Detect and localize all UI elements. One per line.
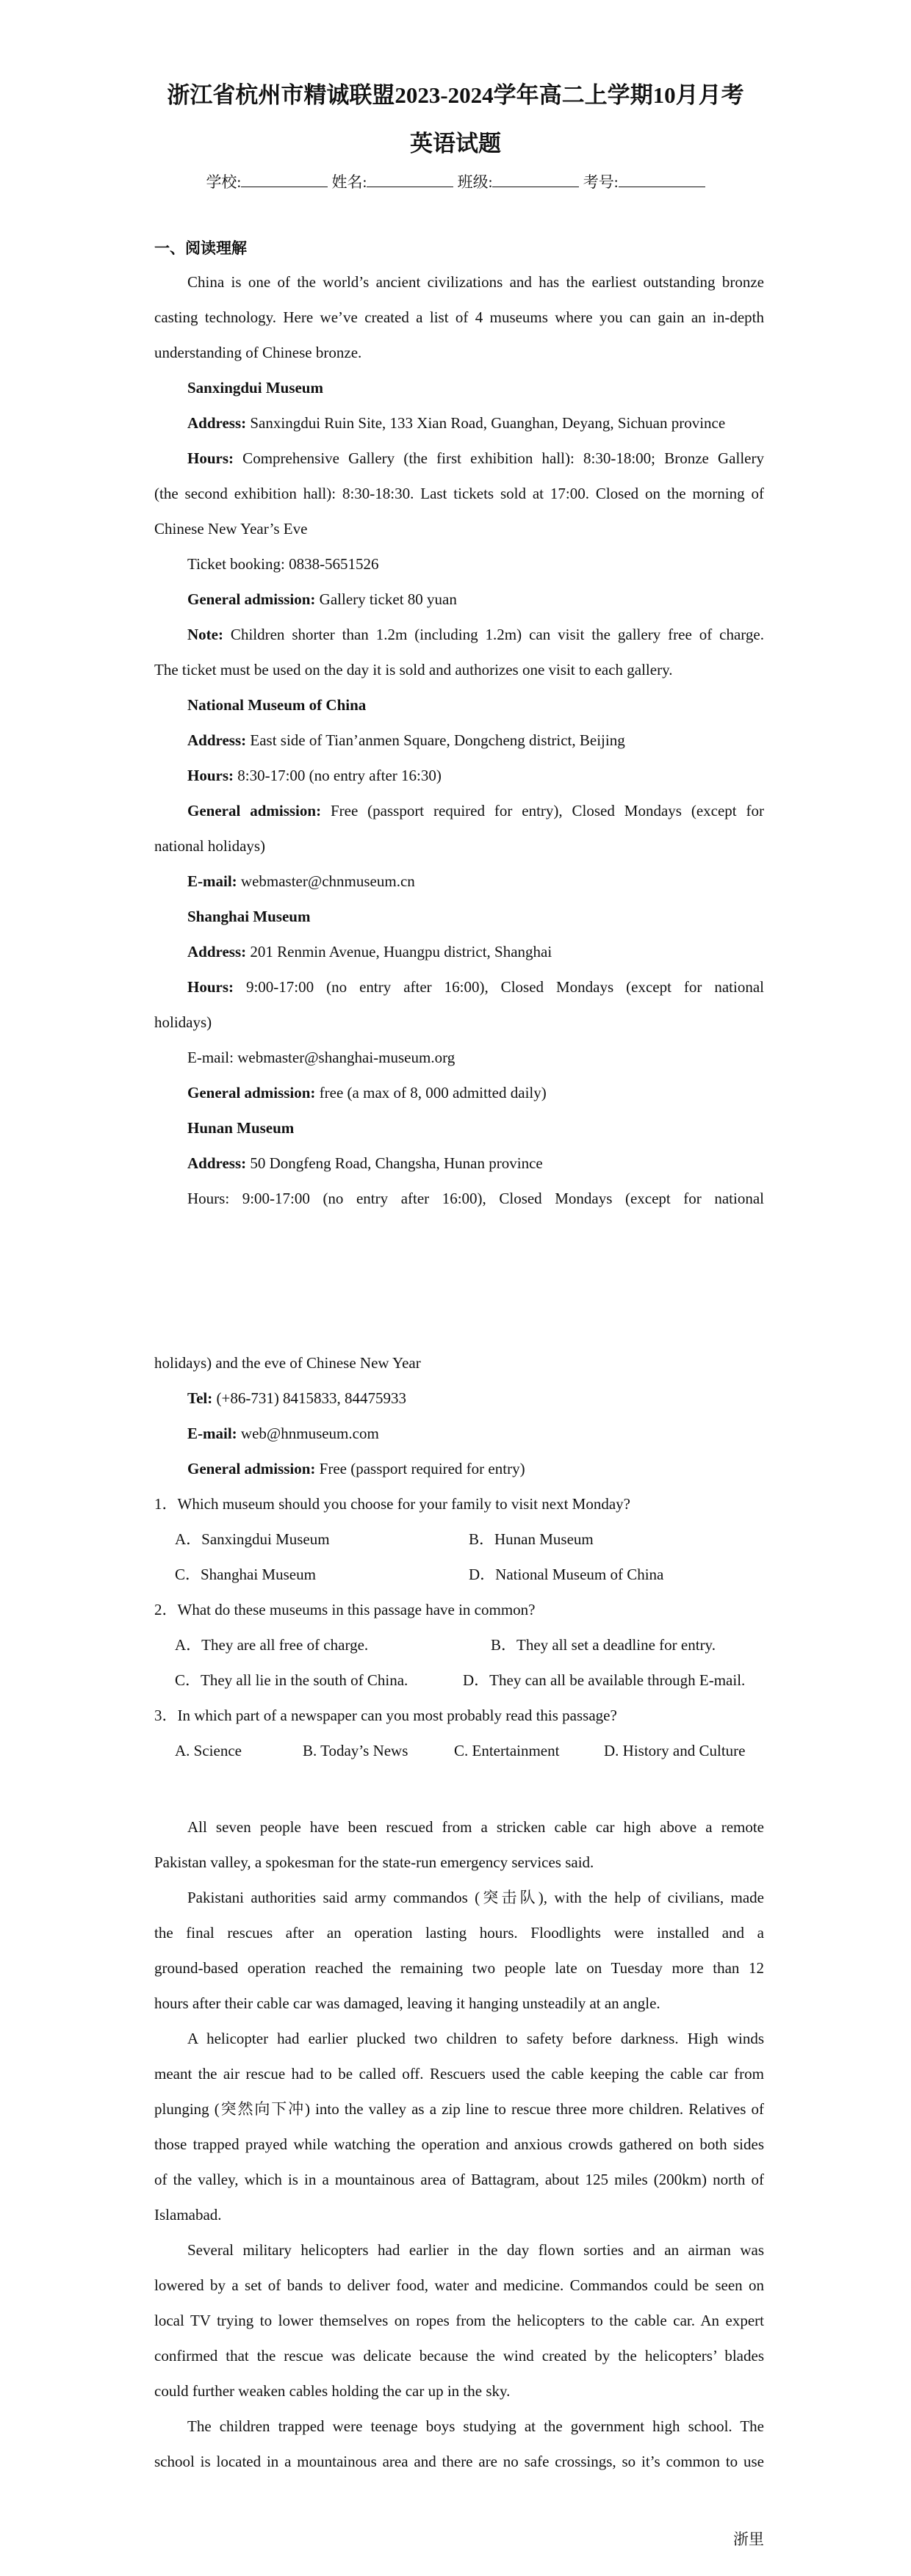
national-admission-1: General admission: Free (passport required for entry), Closed Mondays (except for bbox=[187, 802, 764, 820]
question-2-option-a[interactable]: A．They are all free of charge. bbox=[175, 1636, 369, 1654]
school-label: 学校: bbox=[206, 173, 242, 191]
sanxingdui-admission: General admission: Gallery ticket 80 yuan bbox=[187, 590, 457, 608]
sanxingdui-note-1: Note: Children shorter than 1.2m (including 1.2m) can visit the gallery free of charge. bbox=[187, 626, 764, 643]
national-admission-2: national holidays) bbox=[154, 837, 266, 855]
name-blank[interactable] bbox=[367, 173, 453, 187]
page-footer-mark: 浙里 bbox=[733, 2530, 764, 2548]
number-label: 考号: bbox=[583, 173, 619, 191]
national-address: Address: East side of Tian’anmen Square, Dongcheng district, Beijing bbox=[187, 731, 625, 749]
passage2-line-12: Islamabad. bbox=[154, 2206, 222, 2224]
class-blank[interactable] bbox=[492, 173, 579, 187]
hunan-hours-1: Hours: 9:00-17:00 (no entry after 16:00), Closed Mondays (except for national bbox=[187, 1190, 764, 1207]
hunan-tel: Tel: (+86-731) 8415833, 84475933 bbox=[187, 1389, 407, 1407]
national-email: E-mail: webmaster@chnmuseum.cn bbox=[187, 872, 415, 890]
hunan-email: E-mail: web@hnmuseum.com bbox=[187, 1425, 379, 1442]
passage2-line-10: those trapped prayed while watching the operation and anxious crowds gathered on both sides bbox=[154, 2135, 764, 2153]
passage2-line-6: hours after their cable car was damaged, leaving it hanging unsteadily at an angle. bbox=[154, 1994, 660, 2012]
number-blank[interactable] bbox=[619, 173, 705, 187]
passage2-line-14: lowered by a set of bands to deliver food, water and medicine. Commandos could be seen on bbox=[154, 2276, 764, 2294]
student-info-fields bbox=[0, 170, 911, 192]
shanghai-email: E-mail: webmaster@shanghai-museum.org bbox=[187, 1049, 455, 1066]
question-3-option-c[interactable]: C. Entertainment bbox=[454, 1742, 560, 1759]
passage2-line-11: of the valley, which is in a mountainous area of Battagram, about 125 miles (200km) north of bbox=[154, 2171, 764, 2188]
shanghai-address: Address: 201 Renmin Avenue, Huangpu district, Shanghai bbox=[187, 943, 552, 960]
hunan-admission: General admission: Free (passport required for entry) bbox=[187, 1460, 525, 1477]
intro-line-2: casting technology. Here we’ve created a list of 4 museums where you can gain an in-depth bbox=[154, 308, 764, 326]
name-label: 姓名: bbox=[331, 173, 367, 191]
class-label: 班级: bbox=[457, 173, 493, 191]
question-3-option-a[interactable]: A. Science bbox=[175, 1742, 242, 1759]
sanxingdui-hours-1: Hours: Comprehensive Gallery (the first exhibition hall): 8:30-18:00; Bronze Gallery bbox=[187, 449, 764, 467]
question-2-option-b[interactable]: B．They all set a deadline for entry. bbox=[491, 1636, 716, 1654]
exam-title-line2: 英语试题 bbox=[410, 131, 501, 156]
passage2-line-13: Several military helicopters had earlier in the day flown sorties and an airman was bbox=[187, 2241, 764, 2259]
sanxingdui-note-2: The ticket must be used on the day it is sold and authorizes one visit to each gallery. bbox=[154, 661, 673, 679]
passage2-line-8: meant the air rescue had to be called off. Rescuers used the cable keeping the cable car from bbox=[154, 2065, 764, 2083]
question-3-option-b[interactable]: B. Today’s News bbox=[303, 1742, 408, 1759]
exam-title-line1: 浙江省杭州市精诚联盟2023-2024学年高二上学期10月月考 bbox=[167, 82, 744, 108]
sanxingdui-hours-2: (the second exhibition hall): 8:30-18:30. Last tickets sold at 17:00. Closed on the morning of bbox=[154, 485, 764, 502]
question-2-stem: 2．What do these museums in this passage have in common? bbox=[154, 1601, 536, 1618]
passage2-line-2: Pakistan valley, a spokesman for the state-run emergency services said. bbox=[154, 1853, 594, 1871]
passage2-line-7: A helicopter had earlier plucked two children to safety before darkness. High winds bbox=[187, 2030, 764, 2047]
passage2-line-16: confirmed that the rescue was delicate because the wind created by the helicopters’ blades bbox=[154, 2347, 764, 2365]
question-3-option-d[interactable]: D. History and Culture bbox=[604, 1742, 746, 1759]
sanxingdui-hours-3: Chinese New Year’s Eve bbox=[154, 520, 308, 538]
hunan-address: Address: 50 Dongfeng Road, Changsha, Hunan province bbox=[187, 1154, 543, 1172]
question-1-stem: 1．Which museum should you choose for your family to visit next Monday? bbox=[154, 1495, 630, 1513]
museum-name-hunan: Hunan Museum bbox=[187, 1119, 295, 1137]
shanghai-admission: General admission: free (a max of 8, 000 admitted daily) bbox=[187, 1084, 547, 1101]
intro-line-1: China is one of the world’s ancient civilizations and has the earliest outstanding bronze bbox=[187, 273, 764, 291]
passage2-line-4: the final rescues after an operation lasting hours. Floodlights were installed and a bbox=[154, 1924, 764, 1942]
school-blank[interactable] bbox=[241, 173, 328, 187]
museum-name-national: National Museum of China bbox=[187, 696, 367, 714]
passage2-line-1: All seven people have been rescued from a stricken cable car high above a remote bbox=[187, 1818, 764, 1836]
intro-line-3: understanding of Chinese bronze. bbox=[154, 344, 362, 361]
question-2-option-d[interactable]: D．They can all be available through E-mail. bbox=[463, 1671, 746, 1689]
passage2-line-9: plunging (突然向下冲) into the valley as a zip line to rescue three more children. Relatives of bbox=[154, 2100, 764, 2118]
sanxingdui-booking: Ticket booking: 0838-5651526 bbox=[187, 555, 379, 573]
passage2-line-3: Pakistani authorities said army commandos (突击队), with the help of civilians, made bbox=[187, 1889, 764, 1906]
shanghai-hours-1: Hours: 9:00-17:00 (no entry after 16:00), Closed Mondays (except for national bbox=[187, 978, 764, 996]
passage2-line-18: The children trapped were teenage boys studying at the government high school. The bbox=[187, 2417, 764, 2435]
passage2-line-19: school is located in a mountainous area and there are no safe crossings, so it’s common to use bbox=[154, 2453, 764, 2470]
passage2-line-5: ground-based operation reached the remaining two people late on Tuesday more than 12 bbox=[154, 1959, 764, 1977]
question-1-option-d[interactable]: D．National Museum of China bbox=[469, 1566, 664, 1583]
sanxingdui-address: Address: Sanxingdui Ruin Site, 133 Xian Road, Guanghan, Deyang, Sichuan province bbox=[187, 414, 726, 432]
national-hours: Hours: 8:30-17:00 (no entry after 16:30) bbox=[187, 767, 442, 784]
museum-name-shanghai: Shanghai Museum bbox=[187, 908, 311, 925]
question-2-option-c[interactable]: C．They all lie in the south of China. bbox=[175, 1671, 408, 1689]
question-1-option-c[interactable]: C．Shanghai Museum bbox=[175, 1566, 316, 1583]
passage2-line-15: local TV trying to lower themselves on ropes from the helicopters to the cable car. An expert bbox=[154, 2312, 764, 2329]
section-heading: 一、阅读理解 bbox=[154, 239, 247, 257]
shanghai-hours-2: holidays) bbox=[154, 1013, 212, 1031]
question-1-option-a[interactable]: A．Sanxingdui Museum bbox=[175, 1530, 330, 1548]
museum-name-sanxingdui: Sanxingdui Museum bbox=[187, 379, 323, 397]
question-1-option-b[interactable]: B．Hunan Museum bbox=[469, 1530, 594, 1548]
hunan-hours-2: holidays) and the eve of Chinese New Year bbox=[154, 1354, 421, 1372]
passage2-line-17: could further weaken cables holding the car up in the sky. bbox=[154, 2382, 511, 2400]
question-3-stem: 3．In which part of a newspaper can you most probably read this passage? bbox=[154, 1707, 617, 1724]
